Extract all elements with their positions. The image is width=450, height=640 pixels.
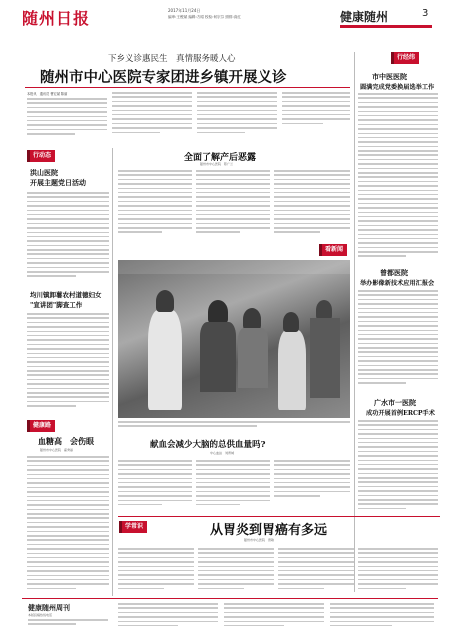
right-column-divider xyxy=(354,52,355,592)
weiai-top-rule xyxy=(118,516,440,517)
tag-kanxinwen: 看新闻 xyxy=(322,244,347,256)
lead-title: 随州市中心医院专家团进乡镇开展义诊 xyxy=(40,69,287,86)
hongshan-body xyxy=(27,192,109,282)
blood-title: 血糖高 会伤眼 xyxy=(38,436,94,446)
footer-listing-3 xyxy=(330,603,434,631)
section-bar xyxy=(340,25,432,28)
weiai-col-1 xyxy=(118,548,194,592)
lead-kicker: 下乡义诊惠民生 真情服务暖人心 xyxy=(108,54,236,64)
lead-title-underline xyxy=(25,87,350,88)
guangshui-title-2: 成功开展首例ERCP手术 xyxy=(366,410,435,417)
footer xyxy=(22,598,438,632)
lead-body-col-1 xyxy=(27,98,107,136)
masthead-editor: 编审:王俊斌 编辑:方昭 校检:何宗芬 照排:高红 xyxy=(168,15,241,19)
weiai-col-2 xyxy=(198,548,274,592)
hongshan-title-2: 开展主题党日活动 xyxy=(30,178,86,187)
junshan-body xyxy=(27,313,109,413)
gaoxueya-col-1 xyxy=(118,170,192,240)
footer-contact xyxy=(28,619,108,631)
blood-body xyxy=(27,456,109,591)
news-photo xyxy=(118,260,350,418)
weiai-col-3 xyxy=(278,548,354,592)
masthead-logo: 随州日报 xyxy=(22,9,91,28)
section-title: 健康随州 xyxy=(340,10,389,24)
junshan-title-1: 均川镇卸薯农村道德妇女 xyxy=(30,291,102,299)
guangshui-body xyxy=(358,420,438,515)
tag-xuekepu: 学常识 xyxy=(122,521,147,533)
lead-byline: 本报讯 通讯员 曹宏斌 陈丽 xyxy=(27,92,68,96)
ruyong-title-1: 市中医医院 xyxy=(372,72,407,81)
blood-byline: 随州市中心医院 翟秀丽 xyxy=(40,448,74,452)
xianxue-title: 献血会减少大脑的总供血量吗? xyxy=(150,440,266,450)
page-number: 3 xyxy=(422,8,429,19)
lead-body-col-2 xyxy=(112,92,192,136)
xianxue-col-3 xyxy=(274,460,350,512)
weiai-col-4 xyxy=(358,548,438,592)
lead-body-col-4 xyxy=(282,92,350,136)
junshan-title-2: "宣讲团"脚查工作 xyxy=(30,301,83,309)
tag-xingdongtai: 行动态 xyxy=(30,150,55,162)
footer-title: 健康随州周刊 xyxy=(28,604,70,612)
tag-xingjiyuan: 行经纬 xyxy=(394,52,419,64)
ruyong-title-2: 圆满完成党委换届选举工作 xyxy=(360,84,435,91)
xianxue-byline: 中心血站 刘青城 xyxy=(210,451,235,455)
lead-body-col-3 xyxy=(197,92,277,136)
gaoxueya-byline: 随州市中心医院 陈广兰 xyxy=(200,162,234,166)
tag-jiankanghuo: 健康路 xyxy=(30,420,55,432)
zengdu-title-2: 举办影像新技术应用汇报会 xyxy=(360,280,435,287)
masthead-date: 2017年11月24日 xyxy=(168,8,201,13)
gaoxueya-title: 全面了解产后恶露 xyxy=(184,153,257,163)
zengdu-title-1: 曾都医院 xyxy=(380,268,408,277)
weiai-title: 从胃炎到胃癌有多远 xyxy=(210,523,328,538)
gaoxueya-col-3 xyxy=(274,170,350,240)
xianxue-col-2 xyxy=(196,460,270,512)
left-column-divider xyxy=(112,148,113,596)
zengdu-body xyxy=(358,290,438,390)
gaoxueya-col-2 xyxy=(196,170,270,240)
guangshui-title-1: 广水市一医院 xyxy=(374,398,416,407)
xianxue-col-1 xyxy=(118,460,192,512)
masthead xyxy=(0,0,450,34)
weiai-byline: 随州市中心医院 曾敏 xyxy=(244,538,275,542)
photo-caption xyxy=(118,421,350,431)
footer-note: 本版投稿热线电话 xyxy=(28,613,53,617)
footer-listing-2 xyxy=(224,603,324,631)
ruyong-body xyxy=(358,93,438,263)
hongshan-title-1: 洪山医院 xyxy=(30,168,58,177)
footer-listing-1 xyxy=(118,603,218,631)
